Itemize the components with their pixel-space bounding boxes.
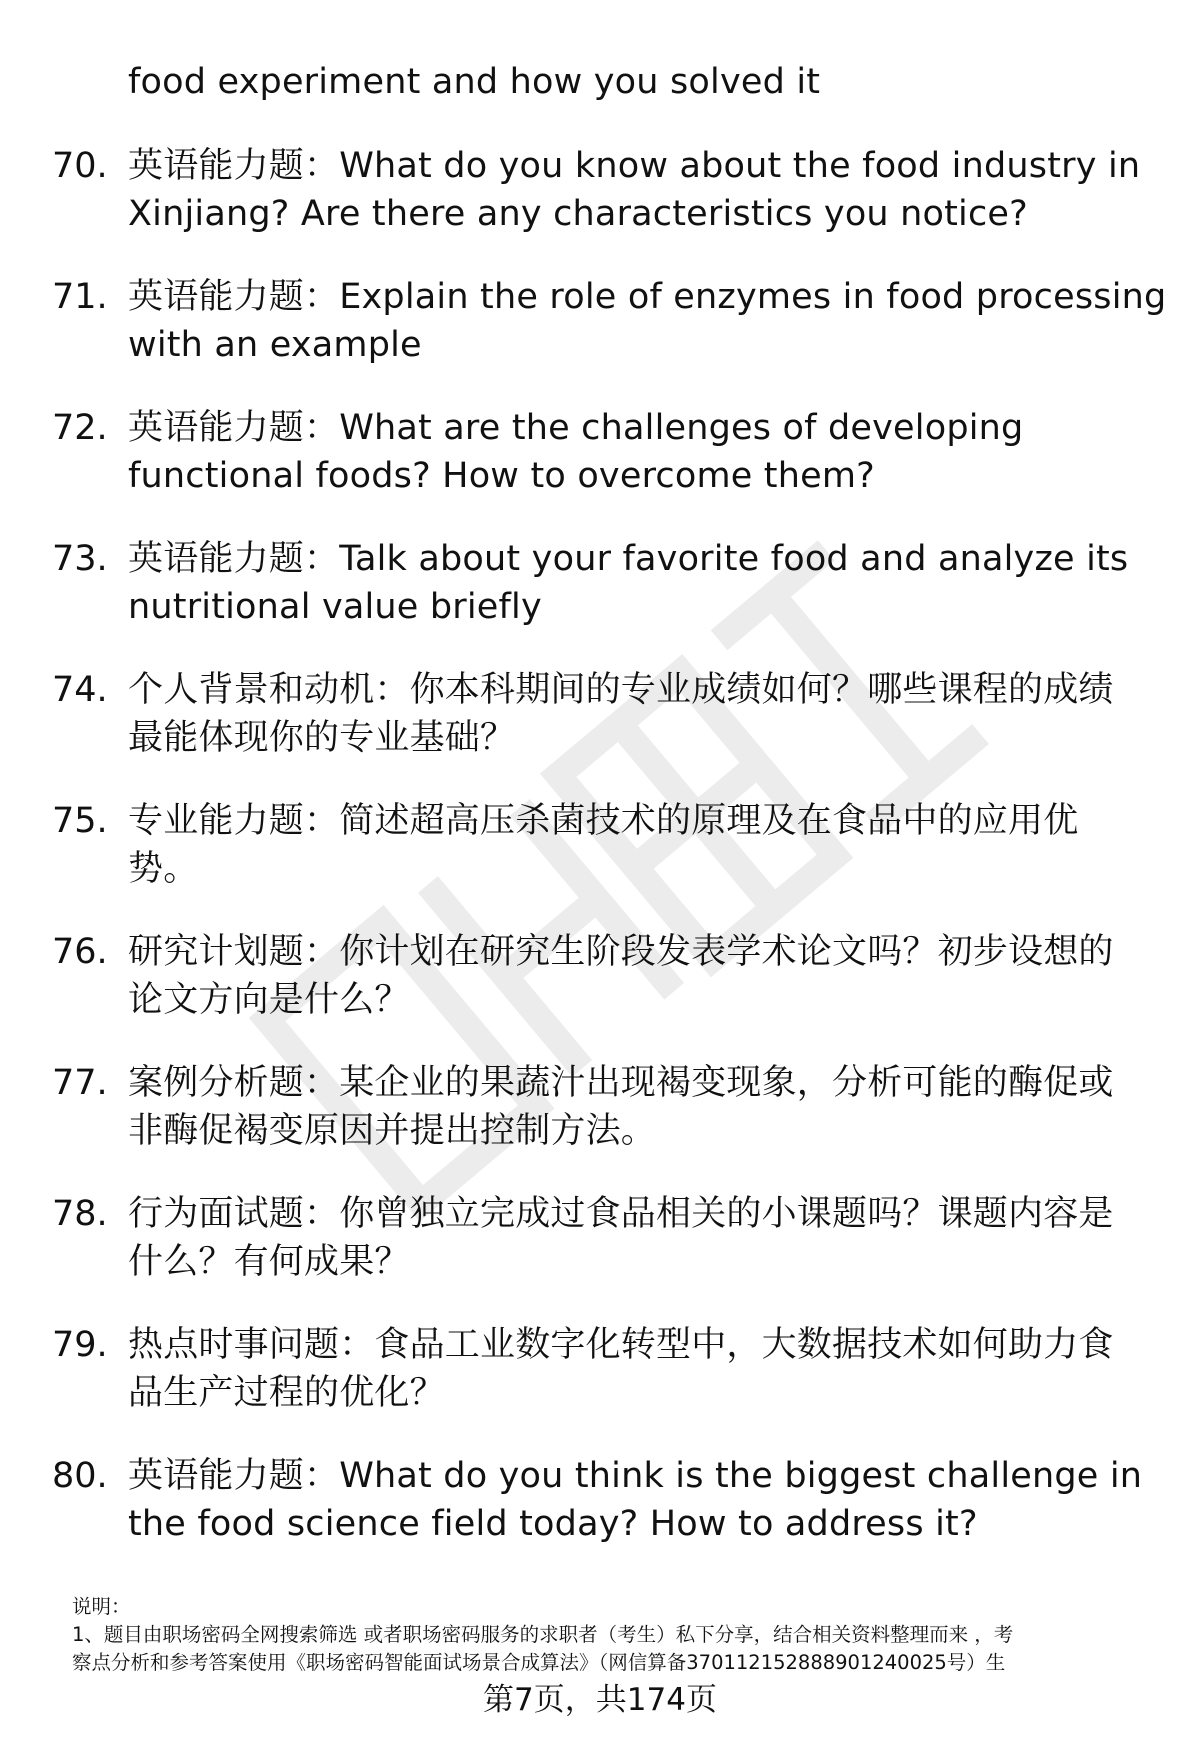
question-text-line: 英语能力题：What are the challenges of developing bbox=[128, 408, 1024, 448]
question-text-line: 英语能力题：Explain the role of enzymes in food processing bbox=[128, 277, 1167, 317]
question-number: 80. bbox=[52, 1456, 108, 1496]
question-number: 74. bbox=[52, 670, 108, 710]
question-text-line: nutritional value briefly bbox=[128, 587, 542, 627]
question-text-line: 势。 bbox=[128, 849, 199, 889]
question-text-line: 非酶促褐变原因并提出控制方法。 bbox=[128, 1111, 657, 1151]
question-item bbox=[0, 1452, 1200, 1583]
question-text bbox=[128, 535, 1158, 631]
question-item bbox=[0, 142, 1200, 273]
question-number: 71. bbox=[52, 277, 108, 317]
question-text-line: 行为面试题：你曾独立完成过食品相关的小课题吗？课题内容是 bbox=[128, 1194, 1114, 1234]
notes-heading: 说明： bbox=[72, 1595, 131, 1618]
notes-line-1: 1、题目由职场密码全网搜索筛选 或者职场密码服务的求职者（考生）私下分享，结合相关资料整理而来 ，考 bbox=[72, 1623, 1014, 1646]
question-text-line: Xinjiang? Are there any characteristics you notice? bbox=[128, 194, 1028, 234]
question-item bbox=[0, 797, 1200, 928]
question-item bbox=[0, 1190, 1200, 1321]
question-text-line: 专业能力题：简述超高压杀菌技术的原理及在食品中的应用优 bbox=[128, 801, 1079, 841]
question-item bbox=[0, 535, 1200, 666]
question-text bbox=[128, 404, 1158, 500]
question-number: 75. bbox=[52, 801, 108, 841]
question-text bbox=[128, 797, 1158, 893]
question-number: 79. bbox=[52, 1325, 108, 1365]
question-text bbox=[128, 1190, 1158, 1286]
question-number: 72. bbox=[52, 408, 108, 448]
question-number: 76. bbox=[52, 932, 108, 972]
question-text-line: with an example bbox=[128, 325, 422, 365]
question-continuation: food experiment and how you solved it bbox=[128, 62, 821, 102]
question-text-line: 论文方向是什么？ bbox=[128, 980, 410, 1020]
question-text-line: 英语能力题：What do you think is the biggest challenge in bbox=[128, 1456, 1143, 1496]
question-text-line: 热点时事问题：食品工业数字化转型中，大数据技术如何助力食 bbox=[128, 1325, 1114, 1365]
question-number: 73. bbox=[52, 539, 108, 579]
question-number: 77. bbox=[52, 1063, 108, 1103]
question-text bbox=[128, 1059, 1158, 1155]
question-text-line: 英语能力题：What do you know about the food industry in bbox=[128, 146, 1141, 186]
question-item bbox=[0, 1321, 1200, 1452]
question-number: 70. bbox=[52, 146, 108, 186]
question-text bbox=[128, 928, 1158, 1024]
question-text-line: 英语能力题：Talk about your favorite food and analyze its bbox=[128, 539, 1129, 579]
question-item bbox=[0, 928, 1200, 1059]
question-item bbox=[0, 666, 1200, 797]
question-text-line: 最能体现你的专业基础？ bbox=[128, 718, 516, 758]
question-item bbox=[0, 1059, 1200, 1190]
question-text bbox=[128, 142, 1158, 238]
notes-line-2: 察点分析和参考答案使用《职场密码智能面试场景合成算法》（网信算备370112152888901240025号）生 bbox=[72, 1651, 1006, 1674]
question-text bbox=[128, 273, 1167, 369]
question-text-line: functional foods? How to overcome them? bbox=[128, 456, 875, 496]
question-item bbox=[0, 404, 1200, 535]
question-text bbox=[128, 1321, 1158, 1417]
question-list bbox=[0, 142, 1200, 1583]
question-item bbox=[0, 273, 1200, 404]
question-text-line: 个人背景和动机：你本科期间的专业成绩如何？哪些课程的成绩 bbox=[128, 670, 1114, 710]
question-text-line: 案例分析题：某企业的果蔬汁出现褐变现象，分析可能的酶促或 bbox=[128, 1063, 1114, 1103]
question-text-line: 研究计划题：你计划在研究生阶段发表学术论文吗？初步设想的 bbox=[128, 932, 1114, 972]
question-text-line: the food science field today? How to address it? bbox=[128, 1504, 978, 1544]
notes-section bbox=[72, 1593, 1152, 1677]
question-text bbox=[128, 1452, 1158, 1548]
question-number: 78. bbox=[52, 1194, 108, 1234]
question-text-line: 什么？有何成果？ bbox=[128, 1242, 410, 1282]
question-text-line: 品生产过程的优化？ bbox=[128, 1373, 445, 1413]
question-text bbox=[128, 666, 1158, 762]
page-indicator: 第7页，共174页 bbox=[483, 1682, 717, 1718]
